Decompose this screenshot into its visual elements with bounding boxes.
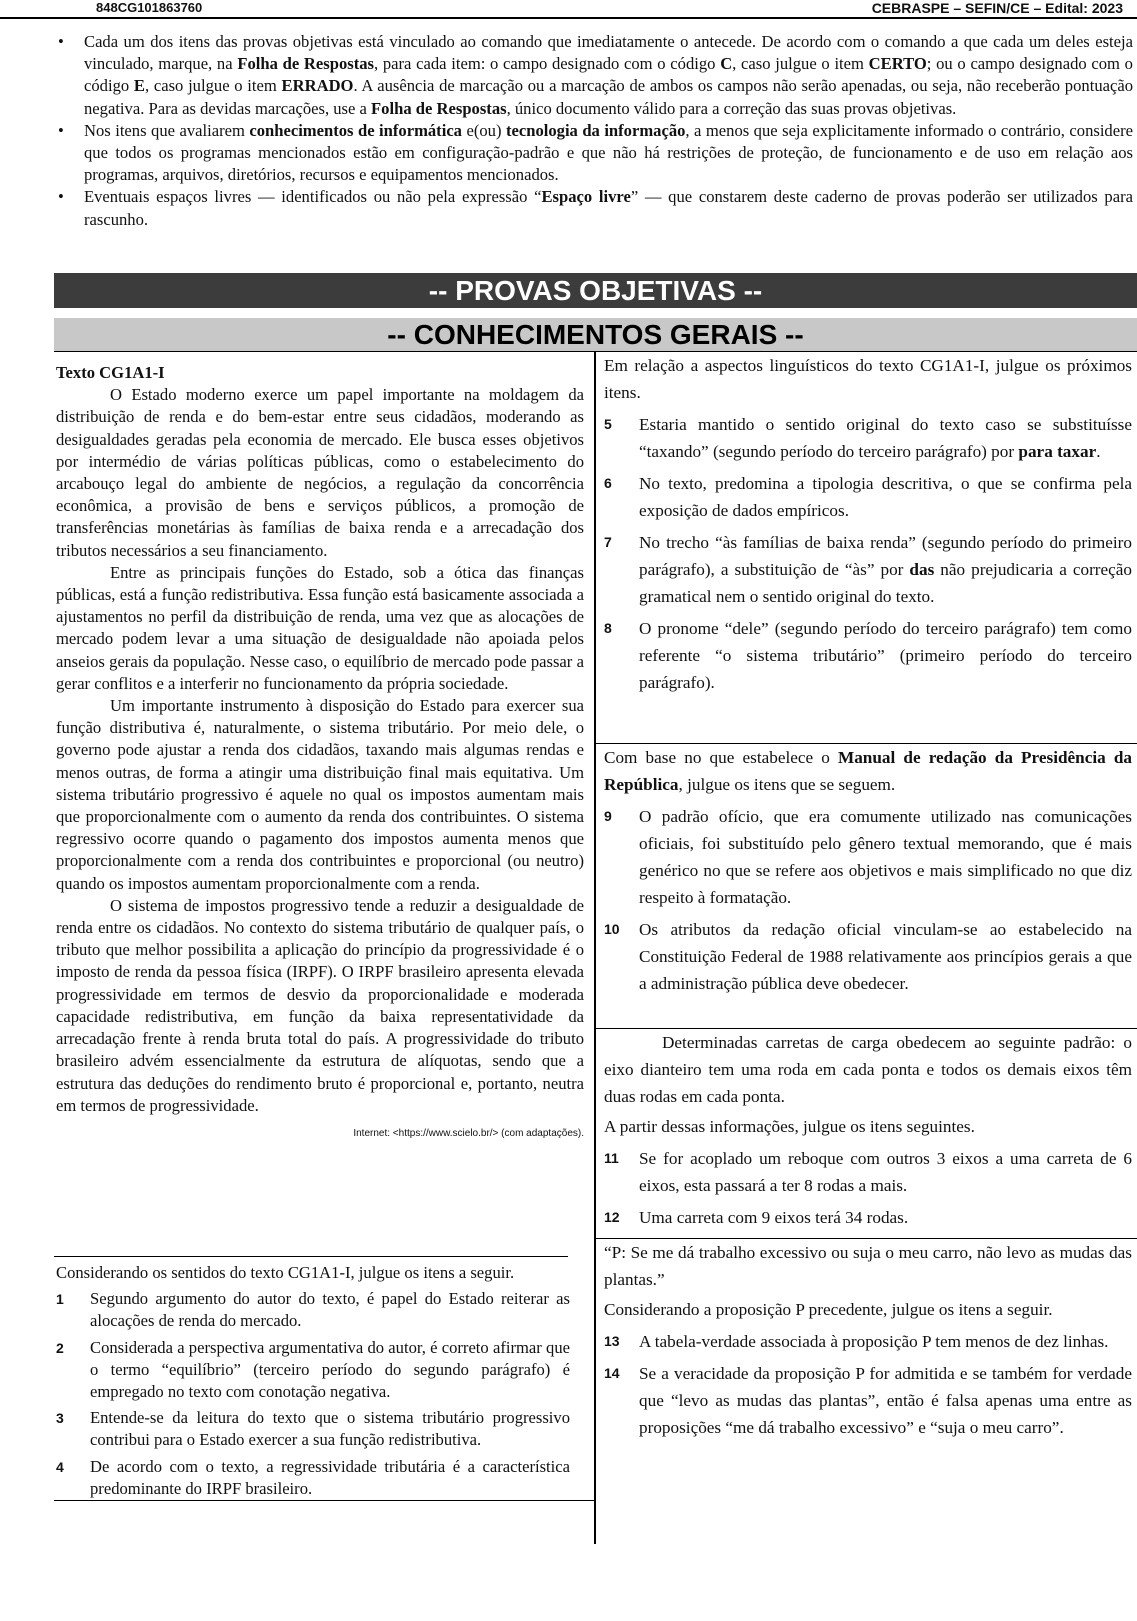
item-text: não prejudicaria a correção gramatical nem o sentido original do texto. [639,560,1132,606]
item-text: Se a veracidade da proposição P for admitida e se também for verdade que “levo as mudas das plantas”, então é falsa apenas uma entre as proposições “me dá trabalho excessivo” e “suja o meu carro”. [639,1364,1132,1437]
question-intro: Determinadas carretas de carga obedecem ao seguinte padrão: o eixo dianteiro tem uma roda em cada ponta e todos os demais eixos têm duas rodas em cada ponta. [604,1033,1132,1106]
item-number: 14 [604,1365,620,1381]
item-number: 10 [604,921,620,937]
item-text: De acordo com o texto, a regressividade tributária é a característica predominante do IRPF brasileiro. [90,1456,570,1498]
intro-text: , julgue os itens que se seguem. [678,775,896,794]
intro-emphasis: Manual de redação da Presidência da República [604,748,1132,794]
booklet-code: 848CG101863760 [96,0,203,15]
item-text: Os atributos da redação oficial vinculam-se ao estabelecido na Constituição Federal de 1988 relativamente aos princípios gerais a que a administração pública deve obedecer. [639,920,1132,993]
question-item [604,916,1132,997]
instruction-item: • Nos itens que avaliarem conhecimentos de informática e(ou) tecnologia da informação, a menos que seja explicitamente informado o contrário, considere que todos os programas mencionados estão em configuração-padrão e que não há restrições de proteção, de funcionamento e de uso em relação aos programas, arquivos, diretórios, recursos e equipamentos mencionados. [56,120,1133,187]
item-text: Se for acoplado um reboque com outros 3 eixos a uma carreta de 6 eixos, esta passará a ter 8 rodas a mais. [639,1149,1132,1195]
item-number: 11 [604,1150,619,1166]
item-number: 7 [604,534,612,550]
question-item [56,1456,570,1500]
instructions-list [56,31,1133,231]
exam-title: CEBRASPE – SEFIN/CE – Edital: 2023 [871,0,1123,16]
item-number: 8 [604,620,612,636]
question-intro: “P: Se me dá trabalho excessivo ou suja o meu carro, não levo as mudas das plantas.” [604,1243,1132,1289]
question-block-1-4 [56,1262,570,1500]
question-intro: Considerando a proposição P precedente, julgue os itens a seguir. [604,1300,1053,1319]
item-text: Considerada a perspectiva argumentativa do autor, é correto afirmar que o termo “equilíbrio” (terceiro período do segundo parágrafo) é empregado no texto com conotação negativa. [90,1337,570,1402]
item-number: 4 [56,1458,64,1475]
question-intro: Em relação a aspectos linguísticos do texto CG1A1-I, julgue os próximos itens. [604,356,1132,402]
objective-exams-banner: -- PROVAS OBJETIVAS -- [54,273,1137,308]
text-title: Texto CG1A1-I [56,363,165,382]
intro-text: Com base no que estabelece o [604,748,838,767]
page-header [0,0,1137,19]
item-text: Estaria mantido o sentido original do texto caso se substituísse “taxando” (segundo período do terceiro parágrafo) por [639,415,1132,461]
question-item [604,803,1132,911]
item-text: A tabela-verdade associada à proposição P tem menos de dez linhas. [639,1332,1109,1351]
question-item [56,1337,570,1404]
item-text: No trecho “às famílias de baixa renda” (segundo período do primeiro parágrafo), a substituição de “às” por [639,533,1132,579]
item-number: 3 [56,1410,64,1427]
item-number: 12 [604,1209,620,1225]
question-item [604,1328,1132,1355]
item-number: 5 [604,416,612,432]
divider [54,1500,596,1501]
question-block-5-8 [604,352,1132,696]
question-item [604,411,1132,465]
item-number: 1 [56,1291,64,1308]
item-text: Entende-se da leitura do texto que o sistema tributário progressivo contribui para o Estado exercer a sua função redistributiva. [90,1408,570,1450]
text-paragraph: Um importante instrumento à disposição do Estado para exercer sua função distributiva é, naturalmente, o sistema tributário. Por meio dele, o governo pode ajustar a renda dos cidadãos, taxando mais algumas rendas e menos outras, de forma a atingir uma distribuição final mais equitativa. Um sistema tributário progressivo é aquele no qual os impostos aumentam mais que proporcionalmente com o aumento da renda dos contribuintes. O sistema regressivo ocorre quando o pagamento dos impostos aumenta menos que proporcionalmente com a renda dos contribuintes e proporcional (ou neutro) quando os impostos aumentam proporcionalmente com a renda. [56,696,584,893]
question-item [56,1288,570,1332]
item-number: 6 [604,475,612,491]
item-text: No texto, predomina a tipologia descritiva, o que se confirma pela exposição de dados empíricos. [639,474,1132,520]
question-intro: A partir dessas informações, julgue os itens seguintes. [604,1117,975,1136]
item-number: 13 [604,1333,620,1349]
item-text: Uma carreta com 9 eixos terá 34 rodas. [639,1208,909,1227]
item-emphasis: das [909,560,935,579]
item-emphasis: para taxar [1018,442,1097,461]
question-item [604,1204,1132,1231]
divider [54,1256,568,1257]
item-text: O pronome “dele” (segundo período do terceiro parágrafo) tem como referente “o sistema tributário” (primeiro período do terceiro parágrafo). [639,619,1132,692]
question-block-11-12 [604,1029,1132,1231]
item-number: 2 [56,1339,64,1356]
question-intro: Considerando os sentidos do texto CG1A1-I, julgue os itens a seguir. [56,1263,515,1282]
question-item [604,1145,1132,1199]
reading-text [56,362,584,1141]
question-item [56,1407,570,1451]
question-item [604,529,1132,610]
column-divider [594,351,596,1544]
question-block-13-14 [604,1239,1132,1441]
text-paragraph: O Estado moderno exerce um papel importante na moldagem da distribuição de renda e do bem-estar entre seus cidadãos, moderando as desigualdades geradas pela economia de mercado. Ele busca esses objetivos por intermédio de várias políticas públicas, como o estabelecimento do arcabouço legal do ambiente de negócios, a regulação da concorrência econômica, a provisão de bens e serviços públicos, a promoção de transferências monetárias às famílias de baixa renda e a arrecadação dos tributos necessários a seu financiamento. [56,385,584,560]
general-knowledge-banner: -- CONHECIMENTOS GERAIS -- [54,318,1137,351]
divider [54,351,594,352]
text-source: Internet: <https://www.scielo.br/> (com adaptações). [353,1127,584,1139]
item-number: 9 [604,808,612,824]
item-text: Segundo argumento do autor do texto, é papel do Estado reiterar as alocações de renda do mercado. [90,1289,570,1331]
instruction-item: • Eventuais espaços livres — identificados ou não pela expressão “Espaço livre” — que constarem deste caderno de provas poderão ser utilizados para rascunho. [56,186,1133,230]
text-paragraph: O sistema de impostos progressivo tende a reduzir a desigualdade de renda entre os cidadãos. No contexto do sistema tributário de qualquer país, o tributo que melhor possibilita a aplicação do princípio da progressividade é o imposto de renda da pessoa física (IRPF). O IRPF brasileiro apresenta elevada progressividade em termos de desvio da proporcionalidade e moderada capacidade redistributiva, em função da baixa representatividade da arrecadação frente à renda bruta total do país. A progressividade do tributo brasileiro advém essencialmente da estrutura de alíquotas, sendo que a estrutura das deduções do rendimento bruto é proporcional e, portanto, neutra em termos de progressividade. [56,895,584,1115]
question-item [604,615,1132,696]
item-text: . [1096,442,1101,461]
question-intro [604,744,1132,798]
instruction-item: • Cada um dos itens das provas objetivas está vinculado ao comando que imediatamente o antecede. De acordo com o comando a que cada um deles esteja vinculado, marque, na Folha de Respostas, para cada item: o campo designado com o código C, caso julgue o item CERTO; ou o campo designado com o código E, caso julgue o item ERRADO. A ausência de marcação ou a marcação de ambos os campos não serão apenadas, ou seja, não receberão pontuação negativa. Para as devidas marcações, use a Folha de Respostas, único documento válido para a correção das suas provas objetivas. [56,31,1133,120]
question-block-9-10 [604,744,1132,997]
item-text: O padrão ofício, que era comumente utilizado nas comunicações oficiais, foi substituído pelo gênero textual memorando, que é mais genérico no que se refere aos objetivos e mais simplificado no que diz respeito à formatação. [639,807,1132,907]
question-item [604,1360,1132,1441]
text-paragraph: Entre as principais funções do Estado, sob a ótica das finanças públicas, está a função redistributiva. Essa função está basicamente associada a ajustamentos no perfil da distribuição de renda, uma vez que as alocações de mercado podem levar a uma situação de desigualdade não apoiada pelos anseios gerais da população. Nesse caso, o equilíbrio de mercado pode passar a gerar conflitos e a interferir no funcionamento da própria sociedade. [56,562,584,693]
question-item [604,470,1132,524]
